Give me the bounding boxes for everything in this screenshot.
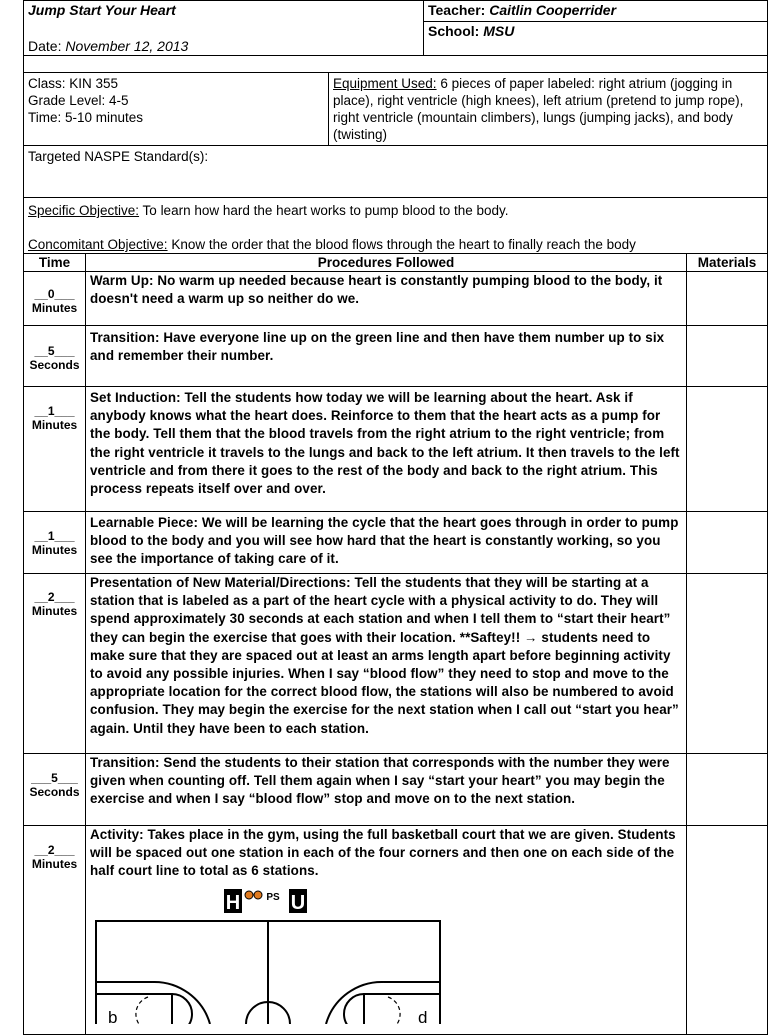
time-cell xyxy=(23,325,86,387)
procedure-text: Learnable Piece: We will be learning the cycle that the heart goes through in order to pump blood to the body and you will see how hard that the heart is constantly working, so you see the importance of taking care of it. xyxy=(90,515,679,567)
materials-cell xyxy=(686,753,768,826)
equipment-text-block xyxy=(329,73,767,145)
left-free-throw-arc xyxy=(172,994,192,1024)
time-unit: Minutes xyxy=(31,604,78,618)
time-value: __2___ xyxy=(34,843,75,857)
materials-cell xyxy=(686,325,768,387)
grade-line: Grade Level: 4-5 xyxy=(28,93,129,108)
standards-label: Targeted NASPE Standard(s): xyxy=(28,149,209,164)
equipment-text: 6 pieces of paper labeled: right atrium (jogging in place), right ventricle (high knees), left atrium (pretend to jump rope), right ventricle (mountain climbers), lungs (jumping jacks), and body (twisting) xyxy=(333,76,744,142)
time-value: __1___ xyxy=(34,404,75,418)
teacher-label: Teacher: xyxy=(428,2,486,18)
spacer-row xyxy=(23,55,768,73)
lesson-title: Jump Start Your Heart xyxy=(28,2,176,18)
right-three-point-arc xyxy=(326,982,384,1024)
left-three-point-arc xyxy=(152,982,210,1024)
date-line xyxy=(24,37,192,55)
court-svg xyxy=(90,881,446,1024)
objectives-cell xyxy=(23,197,768,254)
school-label: School: xyxy=(428,23,480,39)
time-value: ___5___ xyxy=(31,771,78,785)
logo-right-letter: U xyxy=(290,892,306,914)
time-value: __1___ xyxy=(34,529,75,543)
materials-cell xyxy=(686,386,768,512)
station-label-left: b xyxy=(108,1008,118,1024)
specific-objective xyxy=(24,200,513,221)
time-unit: Minutes xyxy=(31,418,78,432)
time-cell xyxy=(23,573,86,754)
procedure-cell xyxy=(85,386,687,512)
concomitant-objective-label: Concomitant Objective: xyxy=(28,237,168,252)
materials-cell xyxy=(686,511,768,574)
materials-cell xyxy=(686,825,768,1035)
ball-icon xyxy=(245,891,253,899)
procedure-cell xyxy=(85,573,687,754)
time-cell xyxy=(23,271,86,326)
specific-objective-text: To learn how hard the heart works to pump blood to the body. xyxy=(139,203,509,218)
right-free-throw-arc xyxy=(344,994,364,1024)
time-unit: Minutes xyxy=(31,301,78,315)
time-unit: Seconds xyxy=(29,785,80,799)
equipment-cell xyxy=(328,72,768,146)
teacher-line xyxy=(424,1,767,19)
time-cell xyxy=(23,753,86,826)
procedure-text: Transition: Send the students to their station that corresponds with the number they were given when counting off. Tell them again when I say “start your heart” you may begin the exercise and when I say “blood flow” stop and move on to the next station. xyxy=(90,755,670,807)
procedure-text: Transition: Have everyone line up on the green line and then have them number up to six and remember their number. xyxy=(90,330,665,364)
equipment-label: Equipment Used: xyxy=(333,76,437,91)
time-unit: Seconds xyxy=(29,358,80,372)
time-cell xyxy=(23,825,86,1035)
col-materials-header: Materials xyxy=(686,253,768,272)
right-key xyxy=(364,994,440,1024)
materials-cell xyxy=(686,573,768,754)
left-dashed-arc xyxy=(136,997,148,1024)
specific-objective-label: Specific Objective: xyxy=(28,203,140,218)
col-time-header: Time xyxy=(23,253,86,272)
hoops-logo xyxy=(224,889,307,914)
procedure-cell xyxy=(85,325,687,387)
time-cell xyxy=(23,511,86,574)
class-line: Class: KIN 355 xyxy=(28,76,119,91)
logo-left-letter: H xyxy=(225,892,241,914)
procedure-cell xyxy=(85,511,687,574)
right-dashed-arc xyxy=(388,997,400,1024)
logo-mid-text: PS xyxy=(266,892,280,903)
procedure-text: Presentation of New Material/Directions: Tell the students that they will be starting at a station that is labeled as a part of the heart cycle with a physical activity to do. They will spend approximately 30 seconds at each station and when I tell them to “start their heart” they can begin the exercise that goes with their location. **Saftey!! → students need to make sure that they are spaced out at least an arms length apart before beginning activity to avoid any possible injuries. When I say “blood flow” they need to stop and move to the appropriate location for the correct blood flow, the stations will also be numbered to avoid confusion. They may begin the exercise for the next station when I call out “start you hear” again. Until they have been to each station. xyxy=(90,575,679,736)
school-name: MSU xyxy=(483,23,515,39)
school-cell xyxy=(423,21,768,56)
time-cell xyxy=(23,386,86,512)
concomitant-objective xyxy=(24,234,640,255)
header-left-cell xyxy=(23,0,424,56)
concomitant-objective-text: Know the order that the blood flows through the heart to finally reach the body xyxy=(167,237,636,252)
time-value: __5___ xyxy=(34,344,75,358)
station-label-right: d xyxy=(418,1008,428,1024)
procedure-cell xyxy=(85,753,687,826)
time-value: __0___ xyxy=(34,287,75,301)
time-unit: Minutes xyxy=(31,857,78,871)
procedure-text: Activity: Takes place in the gym, using the full basketball court that we are given. Students will be spaced out one station in each of the four corners and then one on each side of the half court line to total as 6 stations. xyxy=(90,827,676,879)
procedure-text: Warm Up: No warm up needed because heart is constantly pumping blood to the body, it doesn't need a warm up so neither do we. xyxy=(90,273,663,307)
court-diagram xyxy=(90,881,446,1024)
time-unit: Minutes xyxy=(31,543,78,557)
teacher-name: Caitlin Cooperrider xyxy=(489,2,617,18)
procedure-cell xyxy=(85,271,687,326)
time-line: Time: 5-10 minutes xyxy=(28,110,144,125)
time-value: __2___ xyxy=(34,590,75,604)
date-value: November 12, 2013 xyxy=(65,38,189,54)
procedure-text: Set Induction: Tell the students how today we will be learning about the heart. Ask if anybody knows what the heart does. Reinforce to them that the heart acts as a pump for the body. Tell them that the blood travels from the right atrium to the right ventricle; from the right ventricle it travels to the lungs and back to the left atrium. It then travels to the left ventricle and from there it goes to the rest of the body and back to the right atrium. This process repeats itself over and over. xyxy=(90,390,680,497)
class-info-cell xyxy=(23,72,329,146)
materials-cell xyxy=(686,271,768,326)
ball-icon xyxy=(254,891,262,899)
teacher-cell xyxy=(423,0,768,22)
school-line xyxy=(424,22,767,40)
date-label: Date: xyxy=(28,38,62,54)
col-procedures-header: Procedures Followed xyxy=(85,253,687,272)
standards-cell xyxy=(23,145,768,198)
